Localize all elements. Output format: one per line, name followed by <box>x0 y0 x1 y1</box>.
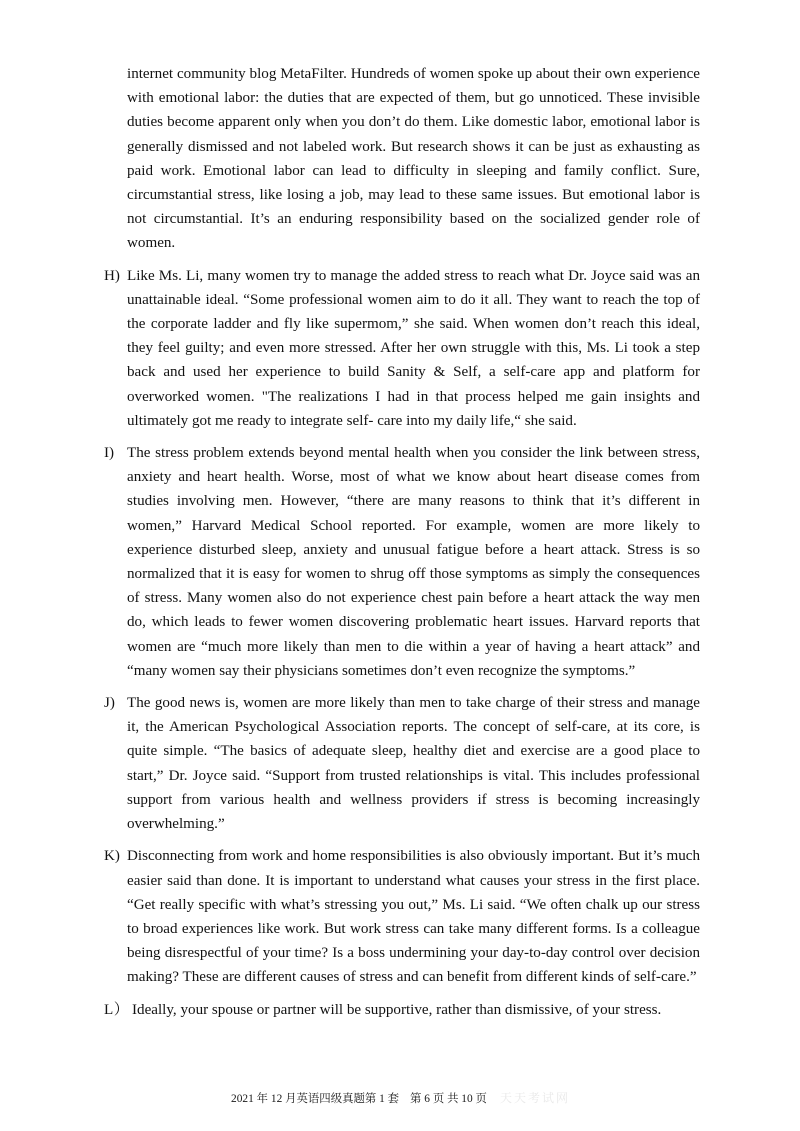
page-content <box>104 62 700 1022</box>
paragraph-text-i: The stress problem extends beyond mental health when you consider the link between stress, anxiety and heart health. Worse, most of what we know about heart disease comes from studies involving men. However, “there are many reasons to think that it’s different in women,” Harvard Medical School reported. For example, women are more likely to experience disturbed sleep, anxiety and unusual fatigue before a heart attack. Stress is so normalized that it is easy for women to shrug off those symptoms as simply the consequences of stress. Many women also do not experience chest pain before a heart attack the way men do, which leads to fewer women discovering problematic heart issues. Harvard reports that women are “much more likely than men to die within a year of having a heart attack” and “many women say their physicians sometimes don’t even recognize the symptoms.” <box>127 445 700 679</box>
paragraph-label-j: J) <box>104 695 115 712</box>
paragraph-item-l <box>104 998 700 1022</box>
paragraph-item-i <box>104 441 700 683</box>
paragraph-continuation: internet community blog MetaFilter. Hundreds of women spoke up about their own experience with emotional labor: the duties that are expected of them, but go unnoticed. These invisible duties become apparent only when you don’t do them. Like domestic labor, emotional labor is generally dismissed and not labeled work. But research shows it can be just as exhausting as paid work. Emotional labor can lead to difficulty in sleeping and family conflict. Sure, circumstantial stress, like losing a job, may lead to these same issues. But emotional labor is not circumstantial. It’s an enduring responsibility based on the socialized gender role of women. <box>127 66 700 252</box>
paragraph-item-j <box>104 691 700 836</box>
footer-exam-info: 2021 年 12 月英语四级真题第 1 套 <box>231 1093 400 1105</box>
footer-page-number: 第 6 页 共 10 页 <box>410 1093 487 1105</box>
paragraph-text-h: Like Ms. Li, many women try to manage the added stress to reach what Dr. Joyce said was an unattainable ideal. “Some professional women aim to do it all. They want to reach the top of the corporate ladder and fly like supermom,” she said. When women don’t reach this ideal, they feel guilty; and even more stressed. After her own struggle with this, Ms. Li took a step back and used her experience to build Sanity & Self, a self-care app and platform for overworked women. "The realizations I had in that process helped me gain insights and ultimately got me ready to integrate self- care into my daily life,“ she said. <box>127 267 700 429</box>
paragraph-label-i: I) <box>104 445 115 462</box>
paragraph-item-k <box>104 844 700 989</box>
paragraph-text-j: The good news is, women are more likely than men to take charge of their stress and manage it, the American Psychological Association reports. The concept of self-care, at its core, is quite simple. “The basics of adequate sleep, healthy diet and exercise are a good place to start,” Dr. Joyce said. “Support from trusted relationships is vital. This includes professional support from various health and wellness providers if stress is becoming increasingly overwhelming.” <box>127 695 700 833</box>
footer-watermark: 天天考试网 <box>499 1091 570 1105</box>
paragraph-text-k: Disconnecting from work and home responsibilities is also obviously important. But it’s much easier said than done. It is important to understand what causes your stress in the first place. “Get really specific with what’s stressing you out,” Ms. Li said. “We often chalk up our stress to broad experiences like work. But work stress can take many different forms. Is a colleague being disrespectful of your time? Is a boss undermining your day-to-day control over decision making? These are different causes of stress and can benefit from different kinds of self-care.” <box>127 848 700 986</box>
paragraph-label-h: H) <box>104 267 120 284</box>
paragraph-text-l: Ideally, your spouse or partner will be supportive, rather than dismissive, of your stress. <box>132 1001 662 1018</box>
paragraph-label-k: K) <box>104 848 120 865</box>
page-footer <box>0 1090 800 1107</box>
paragraph-label-l: L） <box>104 1001 130 1018</box>
paragraph-item-h <box>104 264 700 433</box>
